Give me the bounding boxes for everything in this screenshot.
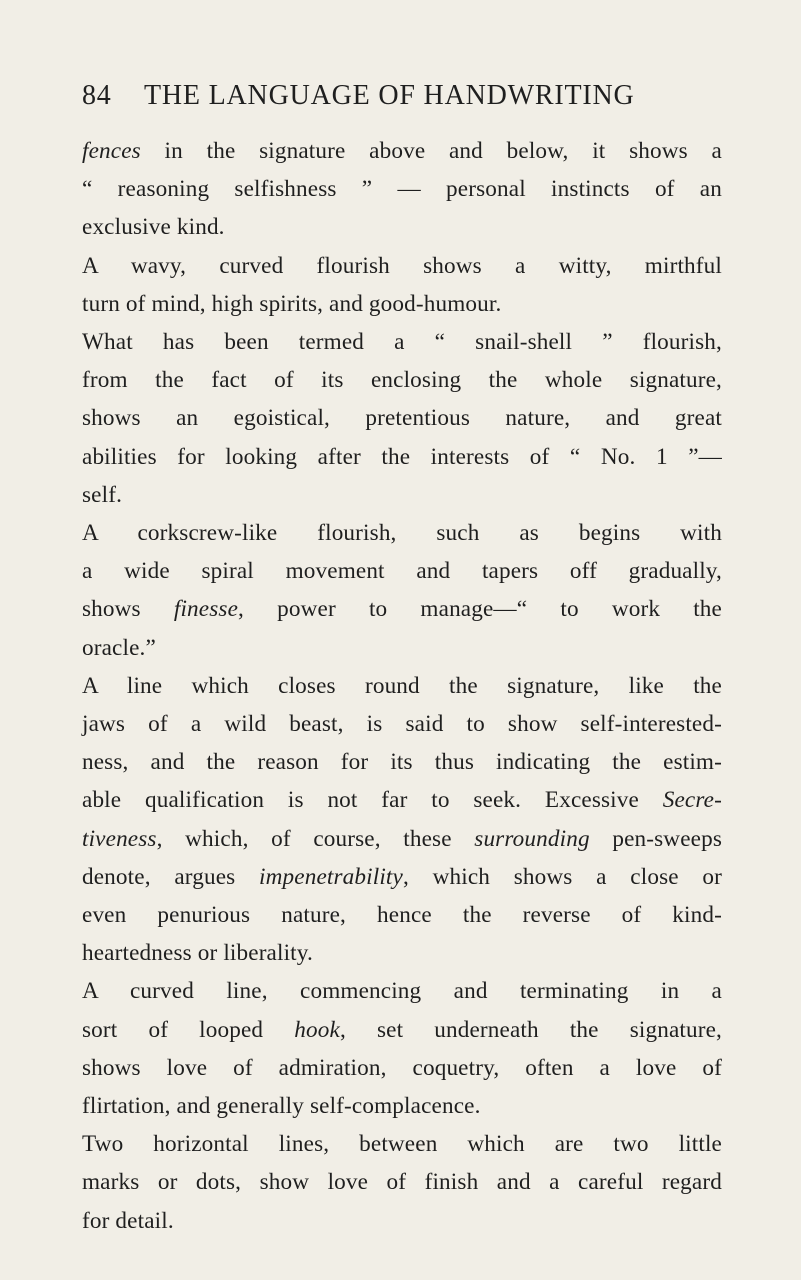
paragraph <box>82 514 722 667</box>
italic-text-segment: fences <box>82 138 141 164</box>
text-line <box>82 896 722 934</box>
running-title: THE LANGUAGE OF HANDWRITING <box>144 80 635 111</box>
text-line <box>82 514 722 552</box>
text-segment: heartedness or liberality. <box>82 940 313 967</box>
text-segment: A line which closes round the signature, like the <box>82 672 722 699</box>
italic-text-segment: impenetrability <box>259 863 403 890</box>
text-segment: A wavy, curved flourish shows a witty, mirthful <box>82 252 722 279</box>
text-line <box>82 552 722 590</box>
text-segment: shows an egoistical, pretentious nature, and great <box>82 405 722 432</box>
text-line <box>82 972 722 1010</box>
italic-text-segment: hook <box>294 1016 340 1043</box>
text-segment: from the fact of its enclosing the whole signature, <box>82 367 722 394</box>
text-segment: shows <box>82 596 174 623</box>
text-line <box>82 705 722 743</box>
text-segment: exclusive kind. <box>82 214 225 241</box>
text-line <box>82 743 722 781</box>
text-segment: , power to manage—“ to work the <box>238 596 722 623</box>
text-line <box>82 361 722 399</box>
paragraph <box>82 247 722 323</box>
running-head <box>82 76 722 120</box>
text-line <box>82 1125 722 1163</box>
page-number: 84 <box>82 80 112 111</box>
text-segment: shows love of admiration, coquetry, often a love of <box>82 1054 722 1081</box>
text-segment: a wide spiral movement and tapers off gradually, <box>82 558 722 585</box>
text-line <box>82 590 722 628</box>
text-line <box>82 1011 722 1049</box>
text-segment: , set underneath the signature, <box>339 1016 722 1043</box>
text-line <box>82 438 722 476</box>
italic-text-segment: Secre- <box>662 787 722 814</box>
paragraph <box>82 132 722 247</box>
text-line <box>82 934 722 972</box>
text-segment: flirtation, and generally self-complacence. <box>82 1093 481 1120</box>
text-line <box>82 781 722 819</box>
text-line <box>82 208 722 246</box>
text-segment: abilities for looking after the interests of “ No. 1 ”— <box>82 443 722 470</box>
text-line <box>82 323 722 361</box>
text-line <box>82 1163 722 1201</box>
text-segment: marks or dots, show love of finish and a careful regard <box>82 1169 722 1196</box>
text-line <box>82 170 722 208</box>
body-text <box>82 132 722 1240</box>
text-segment: ness, and the reason for its thus indicating the estim- <box>82 749 722 776</box>
italic-text-segment: tiveness <box>82 825 157 852</box>
text-segment: oracle.” <box>82 634 156 661</box>
text-segment: , which shows a close or <box>402 863 723 890</box>
text-segment: , which, of course, these <box>156 825 475 852</box>
text-line <box>82 1049 722 1087</box>
text-segment: A corkscrew-like flourish, such as begins with <box>82 520 722 547</box>
text-segment: jaws of a wild beast, is said to show self-interested- <box>82 711 722 738</box>
paragraph <box>82 667 722 973</box>
text-segment: able qualification is not far to seek. Excessive <box>82 787 663 814</box>
text-line <box>82 399 722 437</box>
paragraph <box>82 972 722 1125</box>
text-line <box>82 667 722 705</box>
text-segment: A curved line, commencing and terminating in a <box>82 978 722 1005</box>
paragraph <box>82 1125 722 1240</box>
text-segment: denote, argues <box>82 863 260 890</box>
italic-text-segment: finesse <box>173 596 239 623</box>
text-line <box>82 858 722 896</box>
text-segment: sort of looped <box>82 1016 295 1043</box>
text-segment: in the signature above and below, it shows a <box>140 138 722 164</box>
text-line <box>82 247 722 285</box>
text-line <box>82 132 722 170</box>
text-line <box>82 820 722 858</box>
text-segment: What has been termed a “ snail-shell ” flourish, <box>82 329 722 356</box>
text-segment: turn of mind, high spirits, and good-humour. <box>82 290 502 317</box>
text-segment: Two horizontal lines, between which are two little <box>82 1131 722 1158</box>
paragraph <box>82 323 722 514</box>
text-line <box>82 476 722 514</box>
text-line <box>82 629 722 667</box>
text-segment: even penurious nature, hence the reverse of kind- <box>82 902 722 929</box>
text-segment: pen-sweeps <box>589 825 722 852</box>
text-segment: self. <box>82 481 123 508</box>
italic-text-segment: surrounding <box>474 825 590 852</box>
text-line <box>82 1202 722 1240</box>
text-segment: for detail. <box>82 1207 174 1234</box>
text-line <box>82 285 722 323</box>
text-segment: “ reasoning selfishness ” — personal instincts of an <box>82 176 722 203</box>
text-line <box>82 1087 722 1125</box>
